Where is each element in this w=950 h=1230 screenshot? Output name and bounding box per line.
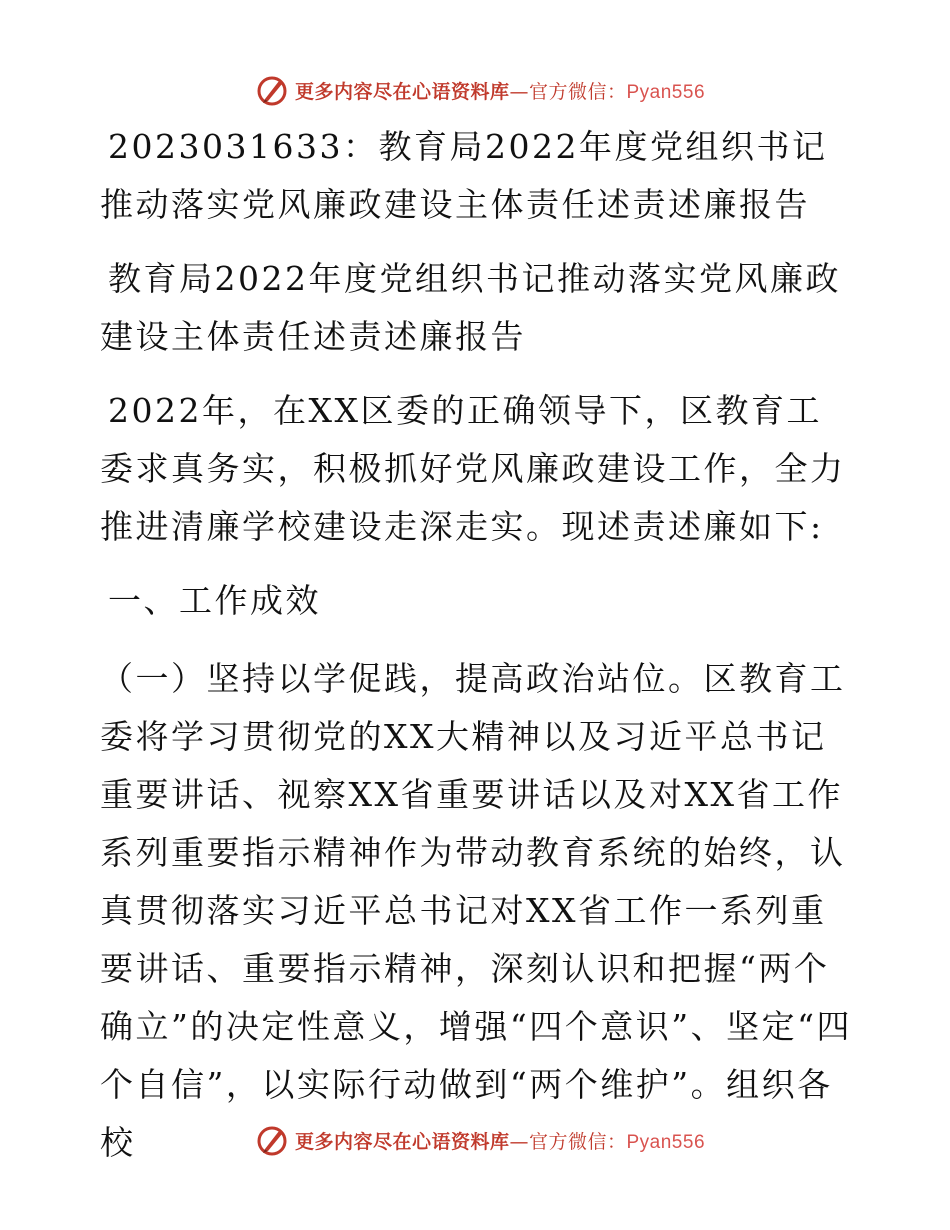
document-title: 2023031633：教育局2022年度党组织书记推动落实党风廉政建设主体责任述责述廉报告: [100, 127, 828, 224]
document-subtitle: 教育局2022年度党组织书记推动落实党风廉政建设主体责任述责述廉报告: [100, 259, 841, 356]
watermark-brand: 更多内容尽在心语资料库: [294, 80, 510, 103]
watermark-official-label: 官方微信：: [528, 1130, 627, 1153]
header-watermark-banner: [0, 70, 950, 110]
watermark-brand: 更多内容尽在心语资料库: [294, 1130, 510, 1153]
section-heading: 一、工作成效: [108, 581, 321, 620]
watermark-separator: —: [509, 1130, 529, 1153]
watermark-account: Pyan556: [626, 81, 706, 103]
pen-circle-logo-icon: [255, 73, 289, 107]
watermark-account: Pyan556: [626, 1131, 706, 1153]
watermark-group: [255, 1123, 705, 1157]
body-paragraph: （一）坚持以学促践，提高政治站位。区教育工委将学习贯彻党的XX大精神以及习近平总书记重要讲话、视察XX省重要讲话以及对XX省工作系列重要指示精神作为带动教育系统的始终，认真贯彻落实习近平总书记对XX省工作一系列重要讲话、重要指示精神，深刻认识和把握“两个确立”的决定性意义，增强“四个意识”、坚定“四个自信”，以实际行动做到“两个维护”。组织各校: [100, 659, 852, 1162]
pen-circle-logo-icon: [255, 1123, 289, 1157]
footer-watermark-banner: [0, 1120, 950, 1160]
watermark-official-label: 官方微信：: [528, 80, 627, 103]
watermark-separator: —: [509, 80, 529, 103]
watermark-text: [295, 1127, 705, 1154]
document-body: [100, 118, 855, 1188]
watermark-group: [255, 73, 705, 107]
intro-paragraph: 2022年，在XX区委的正确领导下，区教育工委求真务实，积极抓好党风廉政建设工作，全力推进清廉学校建设走深走实。现述责述廉如下:: [100, 391, 846, 546]
watermark-text: [295, 77, 705, 104]
